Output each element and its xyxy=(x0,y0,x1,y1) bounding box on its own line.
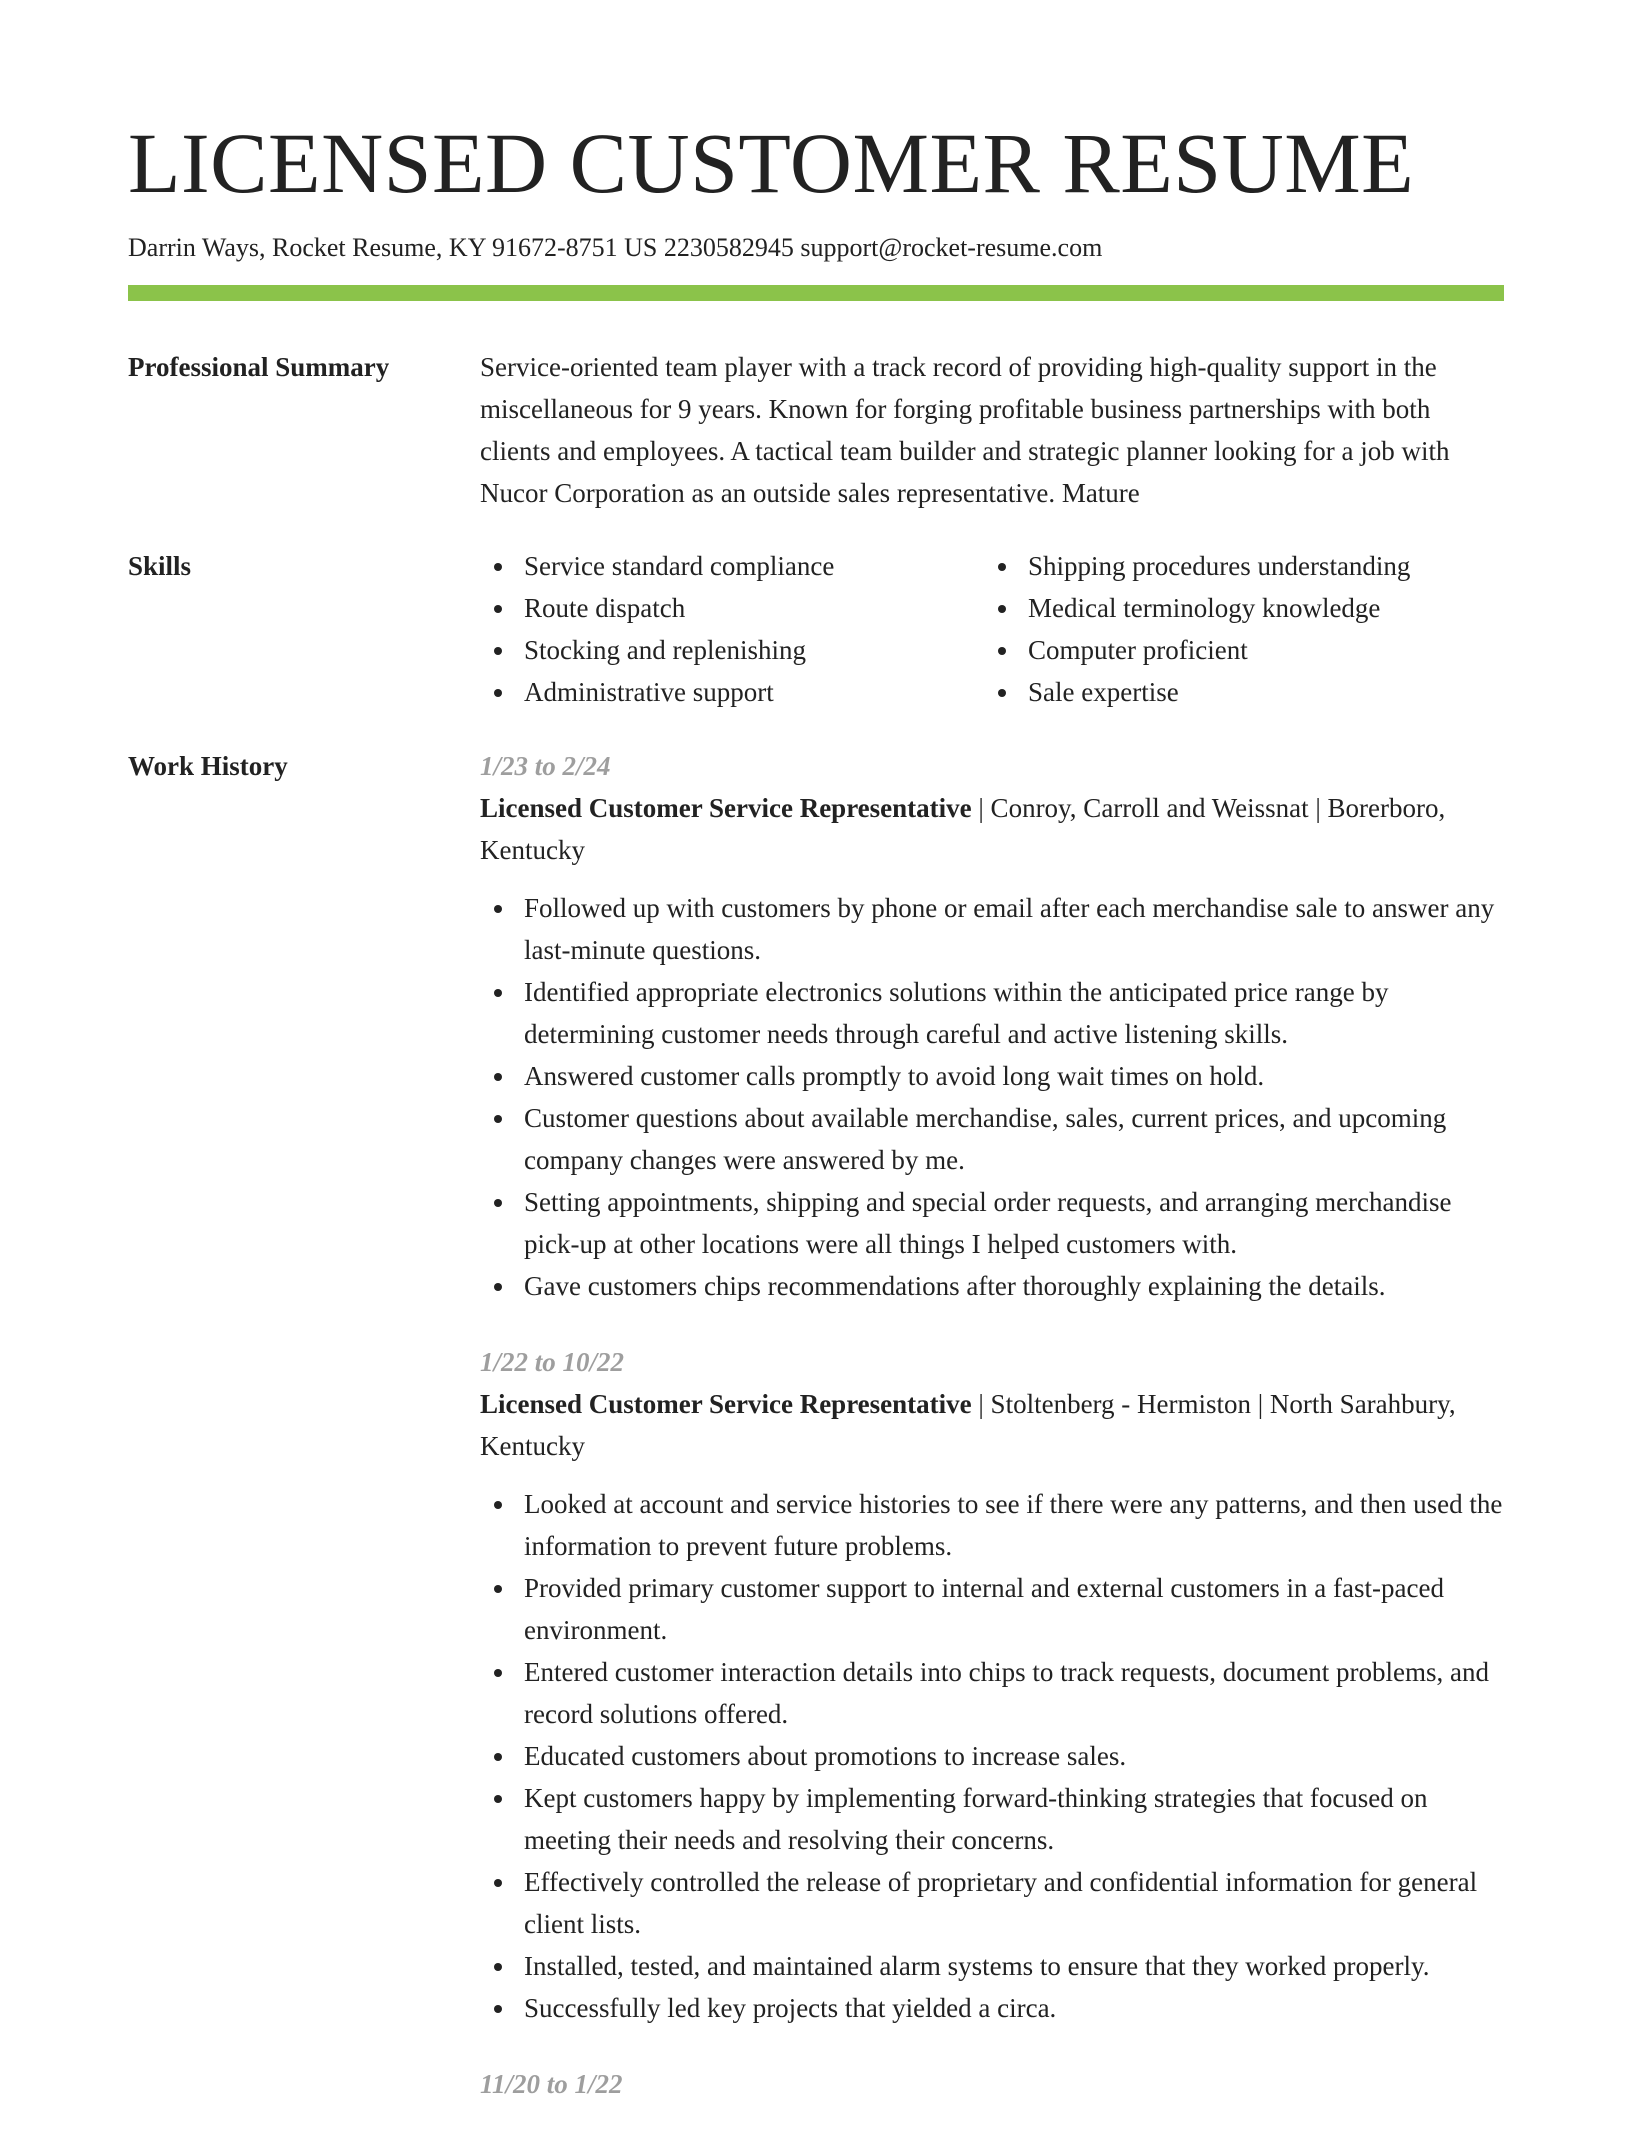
job-entry xyxy=(480,745,1504,1307)
job-duty: Gave customers chips recommendations after thoroughly explaining the details. xyxy=(480,1265,1504,1307)
job-entry xyxy=(480,2063,1504,2105)
job-duty: Customer questions about available merchandise, sales, current prices, and upcoming company changes were answered by me. xyxy=(480,1097,1504,1181)
skill-item: Shipping procedures understanding xyxy=(984,545,1488,587)
skill-item: Administrative support xyxy=(480,671,984,713)
job-duty: Kept customers happy by implementing forward-thinking strategies that focused on meeting their needs and resolving their concerns. xyxy=(480,1777,1504,1861)
job-duty: Identified appropriate electronics solutions within the anticipated price range by determining customer needs through careful and active listening skills. xyxy=(480,971,1504,1055)
work-history-body xyxy=(480,745,1504,2139)
job-dates: 11/20 to 1/22 xyxy=(480,2069,623,2099)
job-duty: Looked at account and service histories to see if there were any patterns, and then used the information to prevent future problems. xyxy=(480,1483,1504,1567)
contact-line: Darrin Ways, Rocket Resume, KY 91672-8751 US 2230582945 support@rocket-resume.com xyxy=(128,233,1103,262)
summary-label: Professional Summary xyxy=(128,352,390,382)
job-duties xyxy=(480,887,1504,1307)
skill-item: Route dispatch xyxy=(480,587,984,629)
job-title: Licensed Customer Service Representative xyxy=(480,1389,972,1419)
summary-body xyxy=(480,346,1504,514)
skill-item: Medical terminology knowledge xyxy=(984,587,1488,629)
job-details: | Conroy, Carroll and Weissnat | Borerboro, Kentucky xyxy=(480,793,1446,865)
job-duty: Followed up with customers by phone or email after each merchandise sale to answer any last-minute questions. xyxy=(480,887,1504,971)
skill-item: Sale expertise xyxy=(984,671,1488,713)
skills-column-left xyxy=(480,545,984,713)
job-duty: Effectively controlled the release of proprietary and confidential information for general client lists. xyxy=(480,1861,1504,1945)
job-heading xyxy=(480,1383,1504,1467)
skills-grid xyxy=(480,545,1504,713)
skill-item: Computer proficient xyxy=(984,629,1488,671)
job-duty: Educated customers about promotions to increase sales. xyxy=(480,1735,1504,1777)
job-duty: Setting appointments, shipping and special order requests, and arranging merchandise pick-up at other locations were all things I helped customers with. xyxy=(480,1181,1504,1265)
accent-divider xyxy=(128,285,1504,301)
job-details: | Stoltenberg - Hermiston | North Sarahbury, Kentucky xyxy=(480,1389,1456,1461)
job-duty: Installed, tested, and maintained alarm systems to ensure that they worked properly. xyxy=(480,1945,1504,1987)
job-title: Licensed Customer Service Representative xyxy=(480,793,972,823)
job-heading xyxy=(480,787,1504,871)
job-duty: Successfully led key projects that yielded a circa. xyxy=(480,1987,1504,2029)
resume-title: LICENSED CUSTOMER RESUME xyxy=(128,115,1415,211)
job-dates: 1/22 to 10/22 xyxy=(480,1347,625,1377)
job-duties xyxy=(480,1483,1504,2029)
skills-label: Skills xyxy=(128,551,192,581)
job-duty: Entered customer interaction details into chips to track requests, document problems, and record solutions offered. xyxy=(480,1651,1504,1735)
job-duty: Answered customer calls promptly to avoid long wait times on hold. xyxy=(480,1055,1504,1097)
skills-body xyxy=(480,545,1504,713)
skill-item: Stocking and replenishing xyxy=(480,629,984,671)
job-duty: Provided primary customer support to internal and external customers in a fast-paced environment. xyxy=(480,1567,1504,1651)
work-history-label: Work History xyxy=(128,751,288,781)
job-dates: 1/23 to 2/24 xyxy=(480,751,611,781)
job-entry xyxy=(480,1341,1504,2029)
skills-column-right xyxy=(984,545,1488,713)
skill-item: Service standard compliance xyxy=(480,545,984,587)
summary-text: Service-oriented team player with a track record of providing high-quality support in the miscellaneous for 9 years. Known for forging profitable business partnerships with both clients and employees. A tactical team builder and strategic planner looking for a job with Nucor Corporation as an outside sales representative. Mature xyxy=(480,352,1450,508)
